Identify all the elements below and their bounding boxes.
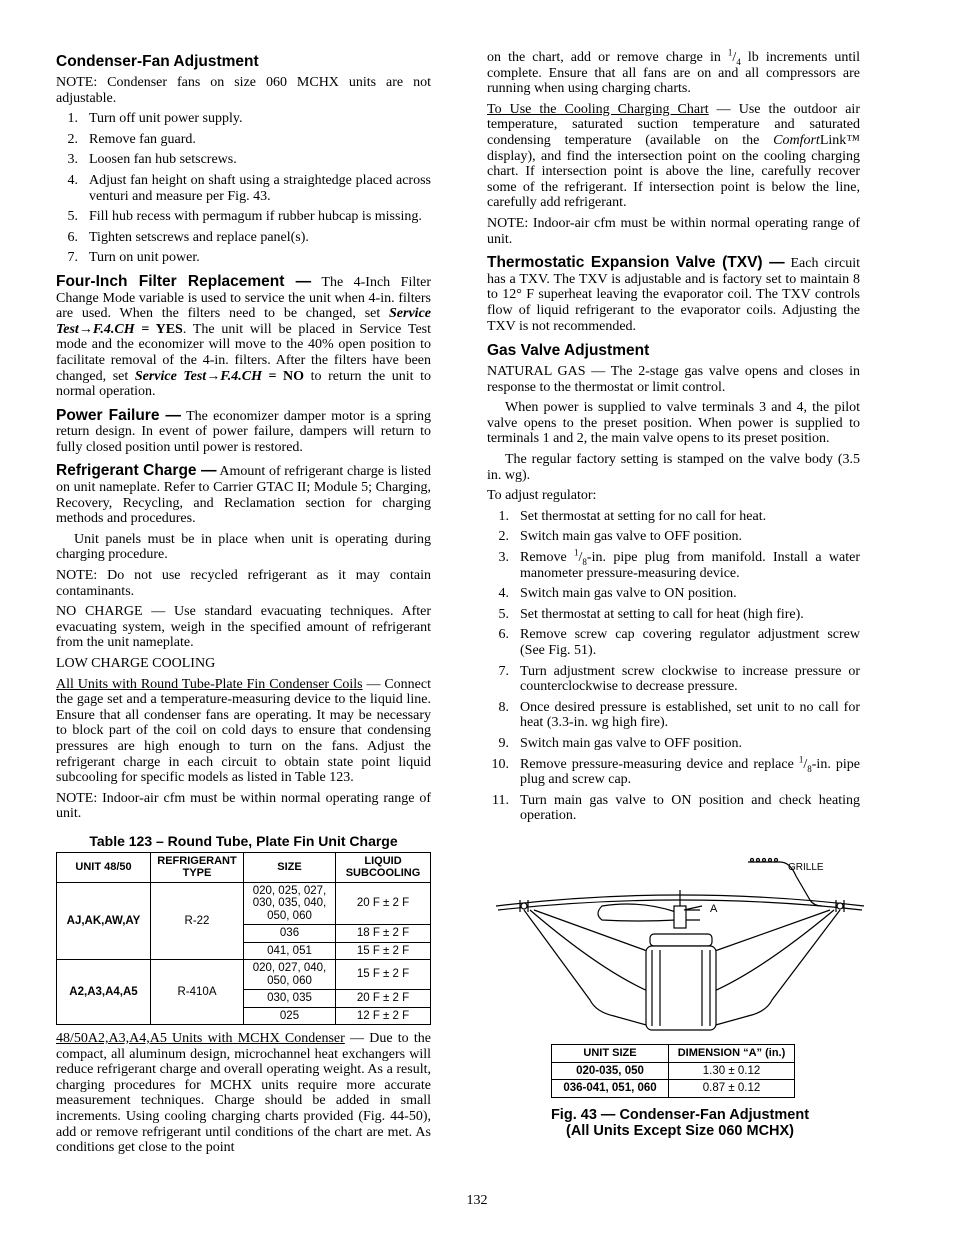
list-item: 5. Set thermostat at setting to call for heat (high fire). <box>498 606 804 622</box>
power-failure-paragraph: Power Failure — The economizer damper motor is a spring return design. In event of power failure, dampers will return to fully closed position until power is restored. <box>56 406 431 455</box>
refrigerant-charge-heading: Refrigerant Charge — <box>56 462 217 480</box>
list-item: 10. Remove pressure-measuring device and replace $^1/_8-in$. pipe plug and screw cap. <box>491 753 861 788</box>
dimension-a-label: A <box>710 903 718 915</box>
list-item: 8. Once desired pressure is established, set unit to no call for heat (3.3-in. wg high fire). <box>498 699 860 731</box>
list-item: 2. Remove fan guard. <box>67 131 196 147</box>
figure-caption: Fig. 43 — Condenser-Fan Adjustment (All Units Except Size 060 MCHX) <box>550 1107 810 1139</box>
list-item: 11. Turn main gas valve to ON position and check heating operation. <box>492 792 860 824</box>
list-item: 7. Turn adjustment screw clockwise to increase pressure or counterclockwise to decrease pressure. <box>498 663 860 695</box>
right-column <box>487 47 861 829</box>
dimension-table <box>551 1044 795 1098</box>
filter-replacement-paragraph: Four-Inch Filter Replacement — The 4-Inch Filter Change Mode variable is used to service the unit when 4-in. filters are used. When the filters need to be changed, set Service Test→F.4.CH = YES. The unit will be placed in Service Test mode and the economizer will move to the 40% open position to facilitate removal of the 4-in. filters. After the filters have been changed, set Service Test→F.4.CH = NO to return the unit to normal operation. <box>56 272 431 400</box>
paragraph: NOTE: Do not use recycled refrigerant as it may contain contaminants. <box>56 568 431 599</box>
table-row: 036-041, 051, 060 0.87 ± 0.12 <box>552 1080 795 1098</box>
paragraph: NO CHARGE — Use standard evacuating techniques. After evacuating system, weigh in the specified amount of refrigerant from the unit nameplate. <box>56 604 431 651</box>
table-row: A2,A3,A4,A5 R-410A 020, 027, 040, 050, 060 15 F ± 2 F <box>57 960 431 990</box>
gas-valve-heading: Gas Valve Adjustment <box>487 342 650 360</box>
table-row: 030, 035 20 F ± 2 F <box>57 990 431 1008</box>
grille-label: GRILLE <box>788 862 824 873</box>
list-item: 2. Switch main gas valve to OFF position. <box>498 529 743 545</box>
txv-heading: Thermostatic Expansion Valve (TXV) — <box>487 254 785 272</box>
table-header-row: UNIT SIZE DIMENSION “A” (in.) <box>552 1045 795 1063</box>
filter-replacement-heading: Four-Inch Filter Replacement — <box>56 272 312 290</box>
list-item: 3. Remove $^1/_8-in$. pipe plug from manifold. Install a water manometer pressure-measuring device. <box>498 547 860 581</box>
list-item: 4. Switch main gas valve to ON position. <box>498 586 737 602</box>
condenser-fan-heading: Condenser-Fan Adjustment <box>56 53 259 70</box>
list-item: 7. Turn on unit power. <box>67 250 200 266</box>
paragraph: Unit panels must be in place when unit is operating during charging procedure. <box>56 531 431 563</box>
paragraph: LOW CHARGE COOLING <box>56 656 216 671</box>
list-item: 5. Fill hub recess with permagum if rubber hubcap is missing. <box>67 209 422 225</box>
paragraph: NOTE: Indoor-air cfm must be within normal operating range of unit. <box>56 790 431 822</box>
list-item: 3. Loosen fan hub setscrews. <box>67 152 237 168</box>
table-header-row: UNIT 48/50 REFRIGERANT TYPE SIZE LIQUID SUBCOOLING <box>57 852 431 882</box>
page-number: 132 <box>466 1193 488 1208</box>
table-row: 025 12 F ± 2 F <box>57 1007 431 1025</box>
charge-table <box>56 852 431 1026</box>
power-failure-heading: Power Failure — <box>56 406 182 424</box>
table-row: 041, 051 15 F ± 2 F <box>57 942 431 960</box>
refrigerant-charge-paragraph: Refrigerant Charge — Amount of refrigerant charge is listed on unit nameplate. Refer to Carrier GTAC II; Module 5; Charging, Recovery, Recycling, and Reclamation section for charging methods and procedures. <box>56 462 431 527</box>
paragraph: To adjust regulator: <box>487 488 597 504</box>
list-item: 4. Adjust fan height on shaft using a straightedge placed across venturi and measure per Fig. 43. <box>67 172 431 204</box>
paragraph: The regular factory setting is stamped on the valve body (3.5 in. wg). <box>487 452 860 483</box>
list-item: 6. Tighten setscrews and replace panel(s). <box>67 229 309 245</box>
paragraph: When power is supplied to valve terminals 3 and 4, the pilot valve opens to the preset position. When power is supplied to terminals 1 and 2, the main valve opens to its preset position. <box>487 400 860 447</box>
condenser-fan-note: NOTE: Condenser fans on size 060 MCHX units are not adjustable. <box>56 75 431 106</box>
table-caption: Table 123 – Round Tube, Plate Fin Unit Charge <box>89 832 398 849</box>
paragraph: NOTE: Indoor-air cfm must be within normal operating range of unit. <box>487 215 860 247</box>
condenser-fan-steps <box>56 111 431 266</box>
paragraph: NATURAL GAS — The 2-stage gas valve opens and closes in response to the thermostat or limit control. <box>487 364 860 395</box>
list-item: 6. Remove screw cap covering regulator adjustment screw (See Fig. 51). <box>498 627 860 658</box>
gas-valve-steps <box>487 509 860 824</box>
table-row: AJ,AK,AW,AY R-22 020, 025, 027, 030, 035, 040, 050, 060 20 F ± 2 F <box>57 882 431 925</box>
left-column <box>56 50 431 1161</box>
list-item: 1. Set thermostat at setting for no call for heat. <box>498 508 767 524</box>
paragraph: on the chart, add or remove charge in $^1/_4$ lb increments until complete. Ensure that all fans are on and all compressors are running when using charging charts. <box>487 47 860 97</box>
list-item: 1. Turn off unit power supply. <box>67 111 243 127</box>
condenser-fan-diagram <box>490 850 870 1040</box>
table-row: 036 18 F ± 2 F <box>57 925 431 943</box>
list-item: 9. Switch main gas valve to OFF position. <box>498 735 743 751</box>
txv-paragraph: Thermostatic Expansion Valve (TXV) — Each circuit has a TXV. The TXV is adjustable and is factory set to maintain 8 to 12° F superheat leaving the evaporator coil. The TXV controls flow of liquid refrigerant to the evaporator coils. Adjusting the TXV is not recommended. <box>487 254 860 334</box>
mchx-paragraph: 48/50A2,A3,A4,A5 Units with MCHX Condenser — Due to the compact, all aluminum design, microchannel heat exchangers will reduce refrigerant charge and overall operating weight. As a result, charging procedures for MCHX units require more accurate measurement techniques. Charge should be added in small increments. Using cooling charging charts provided (Fig. 44-50), add or remove refrigerant until conditions of the chart are met. As conditions get close to the point <box>56 1031 431 1156</box>
charging-chart-paragraph: To Use the Cooling Charging Chart — Use the outdoor air temperature, saturated suction temperature and saturated condensing temperature (available on the ComfortLink™ display), and find the intersection point on the cooling charging chart. If intersection point is above the line, carefully recover some of the refrigerant. If intersection point is below the line, carefully add refrigerant. <box>487 101 860 211</box>
table-row: 020-035, 050 1.30 ± 0.12 <box>552 1062 795 1080</box>
round-tube-paragraph: All Units with Round Tube-Plate Fin Condenser Coils — Connect the gage set and a temperature-measuring device to the liquid line. Ensure that all condenser fans are operating. It may be necessary to block part of the coil on cold days to ensure that condensing pressures are high enough to turn on the fans. Adjust the refrigerant charge in each circuit to obtain state point liquid subcooling for specific models as listed in Table 123. <box>56 676 432 786</box>
